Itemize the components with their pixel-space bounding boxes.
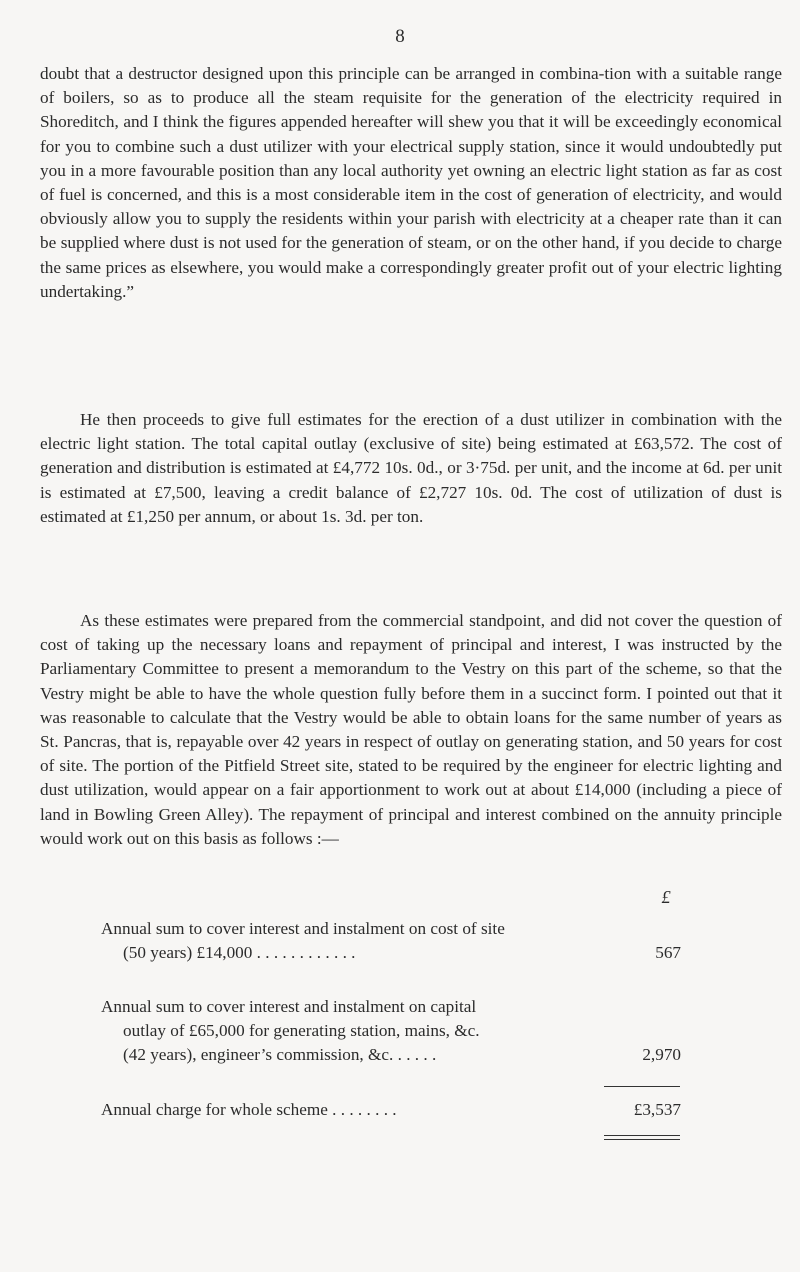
description-line: (42 years), engineer’s commission, &c. . . . . .	[123, 1045, 437, 1064]
description-line: (50 years) £14,000 . . . . . . . . . . . .	[123, 943, 356, 962]
paragraph-quote-continuation: doubt that a destructor designed upon this principle can be arranged in combina-tion with a suitable range of boilers, so as to produce all the steam requisite for the generation of the electricity required in Shoreditch, and I think the figures appended hereafter will shew you that it will be exceedingly economical for you to combine such a dust utilizer with your electrical supply station, since it would undoubtedly put you in a more favourable position than any local authority yet owning an electric light station as far as cost of fuel is concerned, and this is a most considerable item in the cost of generation of electricity, and would obviously allow you to supply the residents within your parish with electricity at a cheaper rate than it can be supplied where dust is not used for the generation of steam, or on the other hand, if you decide to charge the same prices as elsewhere, you would make a correspondingly greater profit out of your electric lighting undertaking.”	[40, 64, 782, 301]
schedule-row-amount: 2,970	[642, 1045, 681, 1064]
page-number: 8	[395, 26, 405, 47]
currency-column-header: £	[661, 887, 671, 907]
paragraph-memorandum: As these estimates were prepared from the commercial standpoint, and did not cover the question of cost of taking up the necessary loans and repayment of principal and interest, I was instructed by the Parliamentary Committee to present a memorandum to the Vestry on this part of the scheme, so that the Vestry might be able to have the whole question fully before them in a succinct form. I pointed out that it was reasonable to calculate that the Vestry would be able to obtain loans for the same number of years as St. Pancras, that is, repayable over 42 years in respect of outlay on generating station, and 50 years for cost of site. The portion of the Pitfield Street site, stated to be required by the engineer for electric lighting and dust utilization, would appear on a fair apportionment to work out at about £14,000 (including a piece of land in Bowling Green Alley). The repayment of principal and interest combined on the annuity principle would work out on this basis as follows :—	[40, 611, 782, 848]
subtotal-rule	[604, 1086, 680, 1087]
total-double-rule-top	[604, 1135, 680, 1136]
schedule-row-description	[101, 1098, 601, 1122]
paragraph-estimates: He then proceeds to give full estimates for the erection of a dust utilizer in combination with the electric light station. The total capital outlay (exclusive of site) being estimated at £63,572. The cost of generation and distribution is estimated at £4,772 10s. 0d., or 3·75d. per unit, and the income at 6d. per unit is estimated at £7,500, leaving a credit balance of £2,727 10s. 0d. The cost of utilization of dust is estimated at £1,250 per annum, or about 1s. 3d. per ton.	[40, 410, 782, 526]
description-line: Annual sum to cover interest and instalment on capital	[101, 997, 477, 1016]
description-line: outlay of £65,000 for generating station, mains, &c.	[123, 1021, 480, 1040]
total-double-rule-bottom	[604, 1139, 680, 1140]
schedule-row-amount: £3,537	[633, 1100, 681, 1119]
description-line: Annual sum to cover interest and instalment on cost of site	[101, 919, 505, 938]
schedule-row-amount: 567	[655, 943, 681, 962]
schedule-row-description	[101, 917, 601, 965]
description-line: Annual charge for whole scheme . . . . . . . .	[101, 1100, 397, 1119]
schedule-row-description	[101, 995, 601, 1067]
